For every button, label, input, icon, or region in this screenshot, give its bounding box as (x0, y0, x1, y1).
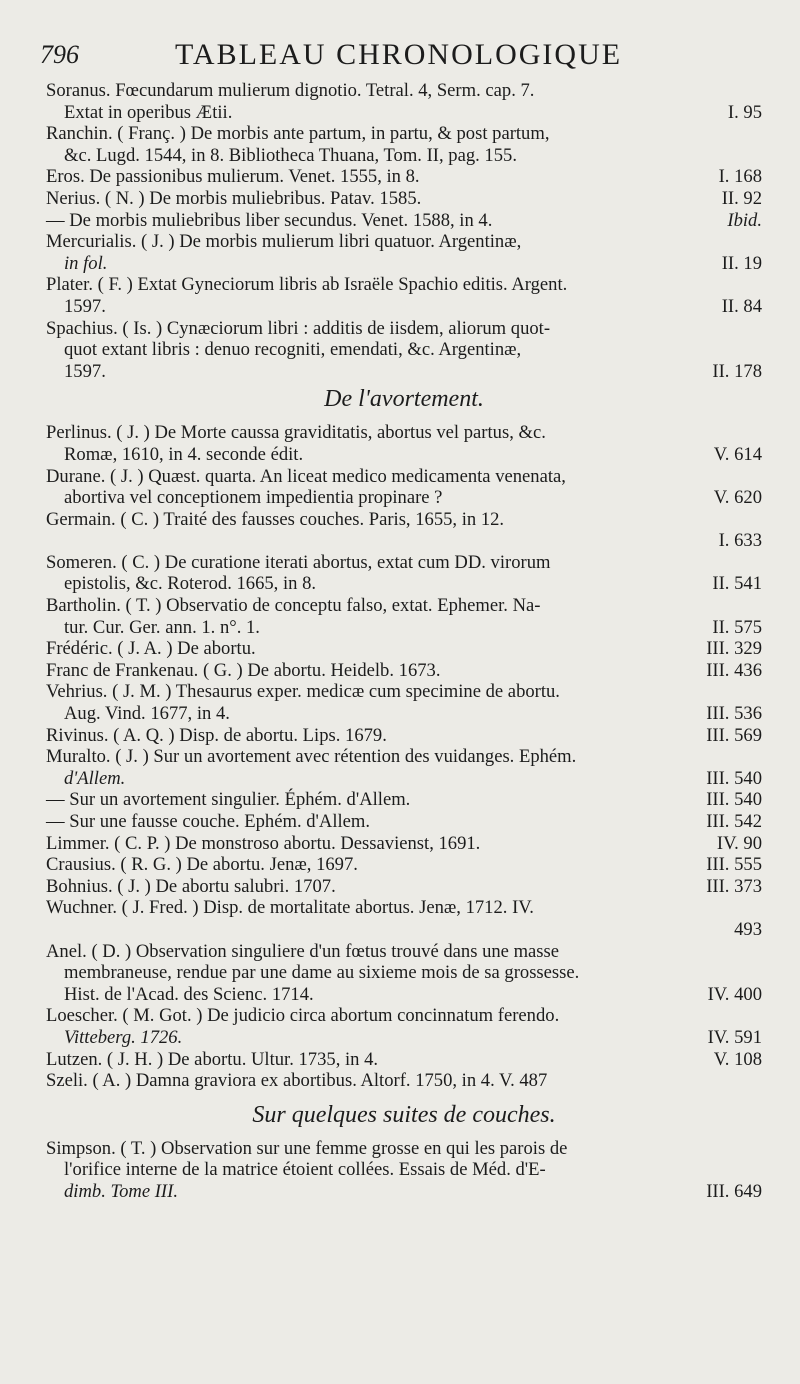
entry-line: Franc de Frankenau. ( G. ) De abortu. Heidelb. 1673. III. 436 (46, 659, 762, 681)
entry-line: l'orifice interne de la matrice étoient collées. Essais de Méd. d'E- (64, 1159, 546, 1181)
entry-line: Eros. De passionibus mulierum. Venet. 1555, in 8. I. 168 (46, 166, 762, 188)
entry-line (46, 530, 762, 552)
volume-ref: IV. 90 (716, 832, 762, 854)
section-heading: De l'avortement. (324, 386, 484, 413)
entry-line: 1597. II. 178 (64, 360, 762, 382)
volume-ref: 493 (734, 918, 762, 940)
entry-line: Ranchin. ( Franç. ) De morbis ante partum, in partu, & post partum, (46, 123, 550, 145)
entry-line: Soranus. Fœcundarum mulierum dignotio. Tetral. 4, Serm. cap. 7. (46, 80, 535, 101)
entry-line: Someren. ( C. ) De curatione iterati abortus, extat cum DD. virorum (46, 551, 551, 573)
volume-ref: Ibid. (727, 209, 762, 231)
entry-line: Perlinus. ( J. ) De Morte caussa graviditatis, abortus vel partus, &c. (46, 422, 546, 444)
volume-ref: II. 84 (721, 295, 762, 317)
entry-line: Loescher. ( M. Got. ) De judicio circa abortum concinnatum ferendo. (46, 1005, 560, 1027)
entry-line: Crausius. ( R. G. ) De abortu. Jenæ, 1697. III. 555 (46, 854, 762, 876)
volume-ref: III. 540 (706, 767, 762, 789)
volume-ref: II. 178 (712, 360, 762, 382)
volume-ref: IV. 400 (707, 983, 762, 1005)
volume-ref: III. 555 (706, 854, 762, 876)
volume-ref: I. 633 (718, 530, 762, 552)
volume-ref: III. 569 (706, 724, 762, 746)
volume-ref: II. 19 (721, 252, 762, 274)
entry-line: Spachius. ( Is. ) Cynæciorum libri : additis de iisdem, aliorum quot- (46, 317, 551, 339)
entry-line: &c. Lugd. 1544, in 8. Bibliotheca Thuana, Tom. II, pag. 155. (64, 144, 517, 166)
entry-line: Szeli. ( A. ) Damna graviora ex abortibus. Altorf. 1750, in 4. V. 487 (46, 1070, 548, 1092)
volume-ref: III. 542 (706, 811, 762, 832)
entry-line: Germain. ( C. ) Traité des fausses couches. Paris, 1655, in 12. (46, 508, 505, 530)
section-heading: Sur quelques suites de couches. (252, 1101, 556, 1128)
page-number: 796 (40, 40, 79, 69)
entry-line: dimb. Tome III. III. 649 (64, 1180, 762, 1202)
entry-line: Extat in operibus Ætii. I. 95 (64, 101, 762, 123)
running-header (40, 36, 760, 76)
volume-ref: I. 95 (727, 101, 762, 123)
entry-line: Bohnius. ( J. ) De abortu salubri. 1707. III. 373 (46, 875, 762, 897)
entry-line: Simpson. ( T. ) Observation sur une femme grosse en qui les parois de (46, 1137, 568, 1159)
volume-ref: II. 92 (721, 187, 762, 209)
entry-line: membraneuse, rendue par une dame au sixieme mois de sa grossesse. (64, 962, 580, 984)
entry-line: Vitteberg. 1726. IV. 591 (64, 1026, 762, 1048)
entry-line: tur. Cur. Ger. ann. 1. n°. 1. II. 575 (64, 616, 762, 638)
entry-line: Aug. Vind. 1677, in 4. III. 536 (64, 703, 762, 725)
entry-line: Mercurialis. ( J. ) De morbis mulierum libri quatuor. Argentinæ, (46, 231, 522, 253)
entry-line: Hist. de l'Acad. des Scienc. 1714. IV. 400 (64, 983, 762, 1005)
entry-line: — Sur un avortement singulier. Éphém. d'Allem. III. 540 (46, 789, 762, 811)
volume-ref: III. 373 (706, 875, 762, 897)
volume-ref: II. 541 (712, 573, 762, 595)
volume-ref: V. 108 (713, 1048, 762, 1070)
page-title: TABLEAU CHRONOLOGIQUE (175, 38, 623, 71)
entry-line: Wuchner. ( J. Fred. ) Disp. de mortalitate abortus. Jenæ, 1712. IV. (46, 897, 534, 919)
volume-ref: III. 329 (706, 638, 762, 660)
entry-line: Muralto. ( J. ) Sur un avortement avec rétention des vuidanges. Ephém. (46, 746, 577, 768)
entry-line: — De morbis muliebribus liber secundus. Venet. 1588, in 4. Ibid. (46, 209, 762, 231)
volume-ref: III. 436 (706, 659, 762, 681)
entry-line: Anel. ( D. ) Observation singuliere d'un fœtus trouvé dans une masse (46, 940, 560, 962)
entry-line: — Sur une fausse couche. Ephém. d'Allem. III. 542 (46, 811, 762, 832)
entry-line: 1597. II. 84 (64, 295, 762, 317)
entry-line (46, 919, 762, 941)
bibliography-list (46, 80, 762, 1203)
volume-ref: I. 168 (718, 166, 762, 188)
entry-line: Rivinus. ( A. Q. ) Disp. de abortu. Lips. 1679. III. 569 (46, 724, 762, 746)
entry-line: Plater. ( F. ) Extat Gyneciorum libris ab Israële Spachio editis. Argent. (46, 274, 568, 296)
volume-ref: IV. 591 (707, 1026, 762, 1048)
volume-ref: V. 614 (713, 443, 762, 465)
volume-ref: III. 649 (706, 1180, 762, 1202)
entry-line: Vehrius. ( J. M. ) Thesaurus exper. medicæ cum specimine de abortu. (46, 681, 560, 703)
entry-line: quot extant libris : denuo recogniti, emendati, &c. Argentinæ, (64, 339, 522, 361)
entry-line: abortiva vel conceptionem impedientia propinare ? V. 620 (64, 487, 762, 509)
entry-line: Limmer. ( C. P. ) De monstroso abortu. Dessavienst, 1691. IV. 90 (46, 832, 762, 854)
entry-line: Romæ, 1610, in 4. seconde édit. V. 614 (64, 443, 762, 465)
volume-ref: III. 536 (706, 703, 762, 725)
entry-line: d'Allem. III. 540 (64, 767, 762, 789)
entry-line: Bartholin. ( T. ) Observatio de conceptu falso, extat. Ephemer. Na- (46, 595, 541, 617)
entry-line: Nerius. ( N. ) De morbis muliebribus. Patav. 1585. II. 92 (46, 187, 762, 209)
entry-line: in fol. II. 19 (64, 252, 762, 274)
entry-line: Frédéric. ( J. A. ) De abortu. III. 329 (46, 638, 762, 660)
volume-ref: II. 575 (712, 616, 762, 638)
volume-ref: III. 540 (706, 789, 762, 811)
volume-ref: V. 620 (713, 487, 762, 509)
entry-line: Lutzen. ( J. H. ) De abortu. Ultur. 1735, in 4. V. 108 (46, 1048, 762, 1070)
entry-line: Durane. ( J. ) Quæst. quarta. An liceat medico medicamenta venenata, (46, 465, 566, 487)
entry-line: epistolis, &c. Roterod. 1665, in 8. II. 541 (64, 573, 762, 595)
